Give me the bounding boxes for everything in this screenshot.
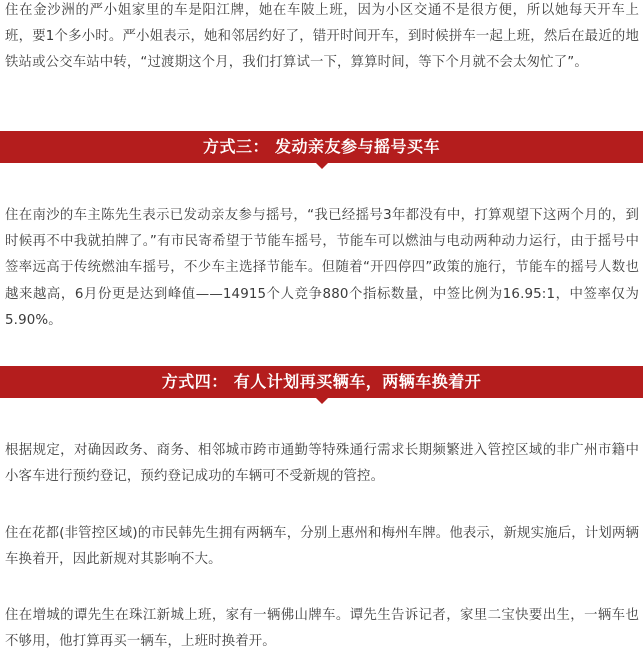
section-heading-method-4: [0, 366, 643, 404]
heading-pointer: [316, 163, 328, 169]
paragraph-regulation: 根据规定，对确因政务、商务、相邻城市跨市通勤等特殊通行需求长期频繁进入管控区域的非广州市籍中小客车进行预约登记，预约登记成功的车辆可不受新规的管控。: [5, 443, 639, 485]
paragraph-han: 住在花都(非管控区域)的市民韩先生拥有两辆车，分别上惠州和梅州车牌。他表示，新规实施后，计划两辆车换着开，因此新规对其影响不大。: [5, 526, 639, 568]
heading-label: 方式四： 有人计划再买辆车，两辆车换着开: [161, 372, 482, 391]
heading-pointer: [316, 398, 328, 404]
heading-label: 方式三： 发动亲友参与摇号买车: [202, 137, 441, 156]
paragraph-tan: 住在增城的谭先生在珠江新城上班，家有一辆佛山牌车。谭先生告诉记者，家里二宝快要出生，一辆车也不够用，他打算再买一辆车，上班时换着开。: [5, 608, 639, 650]
paragraph-lottery: 住在南沙的车主陈先生表示已发动亲友参与摇号，“我已经摇号3年都没有中，打算观望下这两个月的，到时候再不中我就拍牌了。”有市民寄希望于节能车摇号，节能车可以燃油与电动两种动力运行，由于摇号中签率远高于传统燃油车摇号，不少车主选择节能车。但随着“开四停四”政策的施行，节能车的摇号人数也越来越高，6月份更是达到峰值——14915个人竞争880个指标数量，中签比例为16.95:1，中签率仅为5.90%。: [5, 208, 639, 328]
paragraph-carpool: 住在金沙洲的严小姐家里的车是阳江牌，她在车陂上班，因为小区交通不是很方便，所以她每天开车上班，要1个多小时。严小姐表示，她和邻居约好了，错开时间开车，到时候拼车一起上班，然后在最近的地铁站或公交车站中转，“过渡期这个月，我们打算试一下，算算时间，等下个月就不会太匆忙了”。: [5, 3, 639, 71]
section-heading-method-3: [0, 131, 643, 169]
